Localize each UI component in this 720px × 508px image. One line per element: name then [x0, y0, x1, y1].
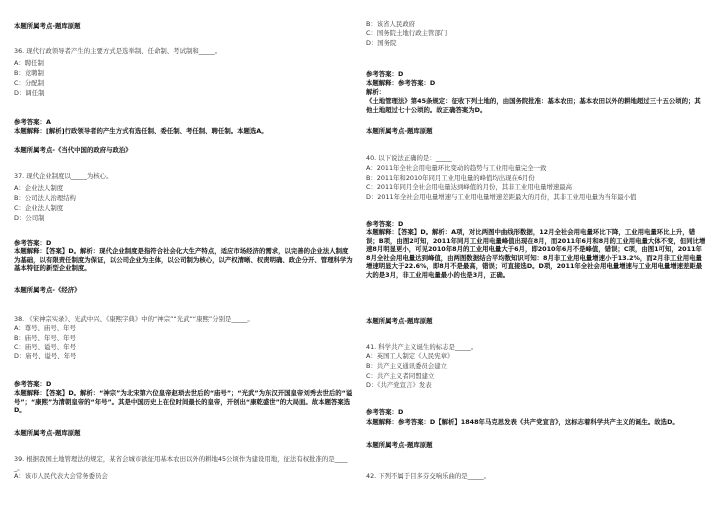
option: D：《共产党宣言》发表 — [366, 381, 432, 389]
question-42: 42. 下列不属于目多芬交响乐曲的是_____。 — [366, 472, 491, 480]
answer-explanation: 本题解释：【答案】D。解析：A项，对比两图中曲线形数据，12月全社会用电量环比下降，工业用电量环比上升，错误；B项，由图2可知，2011年同月工业用电量峰值出现在8月，而2011年6月和8月的工业用电量大体不变，但同比增速8月明显更小，可见2010年8月的工业用电量大于6月，即2010年6月不是峰值，错误；C项，由图1可知，2011年8月全社会用电量达到峰值，由两图数据结合平均数知识可知：8月非工业用电量增速小于13.2%，而2月非工业用电量增速明显大于22.6%，即8月不是最高，错误；可直接选D。D项，2011年全社会用电量增速与工业用电量增速差距最大的是3月，非工业用电量最小的也是3月，正确。 — [366, 228, 706, 279]
left-column — [14, 0, 359, 508]
option: B：竞聘制 — [14, 69, 44, 77]
option: A：英国工人制定《人民宪章》 — [366, 352, 454, 360]
reference-answer: 参考答案：A — [14, 118, 51, 126]
section-heading: 本题所属考点-题库原题 — [366, 127, 433, 135]
option: B：2011年和2010年同月工业用电量的峰值均出现在6月份 — [366, 174, 535, 182]
option: A：2011年全社会用电量环比变动的趋势与工业用电量完全一致 — [366, 164, 547, 172]
option: C：企业法人制度 — [14, 204, 64, 212]
option: C：国务院土地行政主管部门 — [366, 29, 448, 37]
option: D：国务院 — [366, 39, 397, 47]
answer-explanation: 本题解释：【答案】D。解析：“神宗”为北宋第六位皇帝赵顼去世后的“庙号”；“光武”为东汉开国皇帝刘秀去世后的“谥号”；“康熙”为清朝皇帝的“年号”。其是中国历史上在位时间最长的皇帝，开创出“康乾盛世”的大局面。故本题答案选D。 — [14, 389, 353, 415]
section-heading: 本题所属考点-《当代中国的政府与政治》 — [14, 146, 132, 154]
question-36: 36. 现代行政领导者产生的主要方式是选举制、任命制、考试制和_____。 — [14, 47, 222, 55]
analysis-label: 解析： — [366, 88, 386, 96]
option: C：庙号、谥号、年号 — [14, 343, 76, 351]
option: D：庙号、谥号、年号 — [14, 352, 77, 360]
question-37: 37. 现代企业制度以_____为核心。 — [14, 172, 113, 180]
option: C：2011年同月全社会用电量达到峰值的月份，其非工业用电量增速最高 — [366, 183, 573, 191]
reference-answer: 参考答案：D — [366, 70, 404, 78]
answer-explanation: 《土地管理法》第45条规定：征收下列土地的，由国务院批准：基本农田；基本农田以外的耕地超过三十五公顷的；其他土地超过七十公顷的。故正确答案为D。 — [366, 97, 701, 114]
answer-explanation: 本题解释：【答案】D。解析：现代企业制度是指符合社会化大生产特点，适应市场经济的需求，以完善的企业法人制度为基础，以有限责任制度为保证，以公司企业为主体，以公司制为核心，以产权清晰、权责明确、政企分开、管理科学为基本特征的新型企业制度。 — [14, 247, 353, 273]
option: A：企业法人制度 — [14, 184, 64, 192]
section-heading: 本题所属考点-题库原题 — [14, 429, 81, 437]
section-heading: 本题所属考点-题库原题 — [366, 441, 433, 449]
option: B：公司法人治理结构 — [14, 194, 76, 202]
question-38: 38. 《宋神宗实录》、光武中兴、《康熙字典》中的“神宗”“光武”“康熙”分别是_____。 — [14, 315, 254, 323]
reference-answer: 参考答案：D — [366, 220, 404, 228]
reference-answer: 参考答案：D — [14, 380, 52, 388]
option: B：该省人民政府 — [366, 20, 416, 28]
question-39: 39. 根据我国土地管理法的规定，某省会城市欲征用基本农田以外的耕地45公顷作为建设用地，征法有权批准的是_____。 — [14, 455, 348, 472]
option: A：尊号、庙号、年号 — [14, 324, 76, 332]
option: C：共产主义者同盟建立 — [366, 372, 435, 380]
section-heading: 本题所属考点-题库原题 — [14, 22, 81, 30]
option: D：2011年全社会用电量增速与工业用电量增速差距最大的月份，其非工业用电量为当年最小值 — [366, 193, 637, 201]
right-column — [366, 0, 706, 508]
option: B：共产主义通讯委员会建立 — [366, 362, 448, 370]
option: D：公司制 — [14, 214, 45, 222]
option: B：庙号、年号、年号 — [14, 334, 76, 342]
reference-answer: 参考答案：D — [366, 408, 404, 416]
answer-explanation: 本题解释：[解析]行政领导者的产生方式有选任制、委任制、考任制、聘任制。本题选A。 — [14, 127, 268, 135]
option: D：调任制 — [14, 89, 45, 97]
section-heading: 本题所属考点-《经济》 — [14, 286, 81, 294]
question-41: 41. 科学共产主义诞生的标志是_____。 — [366, 343, 478, 351]
option: A：聘任制 — [14, 59, 44, 67]
option: A：该市人民代表大会常务委员会 — [14, 472, 108, 480]
section-heading: 本题所属考点-题库原题 — [366, 317, 433, 325]
answer-explanation-label: 本题解释：参考答案：D — [366, 79, 436, 87]
option: C：分配制 — [14, 79, 45, 87]
answer-explanation: 本题解释：参考答案：D【解析】1848年马克思发表《共产党宣言》，这标志着科学共产主义的诞生。故选D。 — [366, 418, 679, 426]
question-40: 40. 以下说法正确的是：_____ — [366, 154, 452, 162]
reference-answer: 参考答案：D — [14, 239, 52, 247]
